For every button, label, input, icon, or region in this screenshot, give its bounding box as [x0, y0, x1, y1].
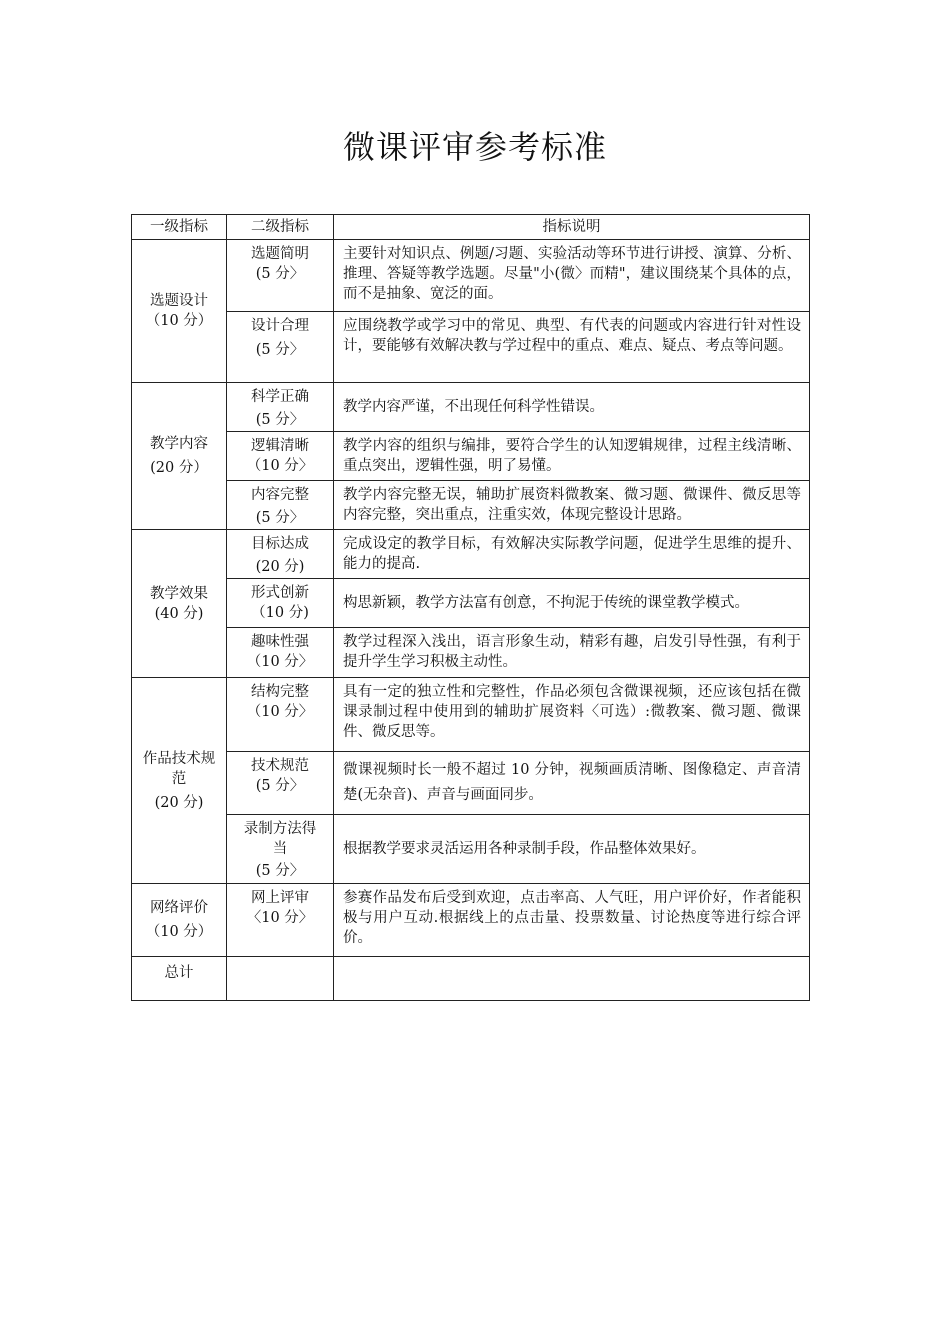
table-row — [132, 530, 810, 579]
total-label: 总计 — [132, 957, 227, 1001]
group-name: 选题设计 — [150, 293, 208, 309]
item-description: 构思新颖，教学方法富有创意，不拘泥于传统的课堂教学模式。 — [334, 579, 810, 628]
header-level1: 一级指标 — [132, 215, 227, 240]
group-cell — [132, 884, 227, 957]
table-row — [132, 432, 810, 481]
group-name: 网络评价 — [150, 900, 208, 916]
item-score: (5 分〉 — [255, 412, 305, 428]
table-row — [132, 579, 810, 628]
item-score: （10 分〉 — [246, 458, 314, 474]
item-name: 科学正确 — [251, 389, 309, 405]
item-name: 网上评审 — [251, 890, 309, 906]
group-name: 作品技术规范 — [142, 750, 216, 787]
item-cell — [227, 752, 334, 815]
group-cell — [132, 530, 227, 678]
group-score: （10 分） — [145, 924, 213, 940]
item-name: 形式创新 — [251, 585, 309, 601]
group-cell — [132, 240, 227, 383]
header-description: 指标说明 — [334, 215, 810, 240]
total-row — [132, 957, 810, 1001]
item-score: (5 分〉 — [255, 266, 305, 282]
item-score: (5 分〉 — [255, 510, 305, 526]
item-name: 技术规范 — [251, 758, 309, 774]
item-score: (5 分〉 — [255, 863, 305, 879]
item-description: 教学内容完整无误，辅助扩展资料微教案、微习题、微课件、微反思等内容完整，突出重点，注重实效，体现完整设计思路。 — [334, 481, 810, 530]
total-score-cell — [227, 957, 334, 1001]
item-cell — [227, 530, 334, 579]
item-score: 〈10 分〉 — [246, 910, 314, 926]
total-description-cell — [334, 957, 810, 1001]
table-row — [132, 884, 810, 957]
item-description: 教学过程深入浅出，语言形象生动，精彩有趣，启发引导性强，有利于提升学生学习积极主动性。 — [334, 628, 810, 678]
item-description: 完成设定的教学目标，有效解决实际教学问题，促进学生思维的提升、能力的提高. — [334, 530, 810, 579]
item-name: 选题简明 — [251, 246, 309, 262]
table-row — [132, 815, 810, 884]
item-description: 教学内容的组织与编排，要符合学生的认知逻辑规律，过程主线清晰、重点突出，逻辑性强，明了易懂。 — [334, 432, 810, 481]
item-description: 根据教学要求灵活运用各种录制手段，作品整体效果好。 — [334, 815, 810, 884]
item-name: 结构完整 — [251, 684, 309, 700]
header-level2: 二级指标 — [227, 215, 334, 240]
table-row — [132, 678, 810, 752]
item-cell — [227, 432, 334, 481]
table-header-row — [132, 215, 810, 240]
item-description: 主要针对知识点、例题/习题、实验活动等环节进行讲授、演算、分析、推理、答疑等教学选题。尽量"小(微〉而精"，建议围绕某个具体的点，而不是抽象、宽泛的面。 — [334, 240, 810, 312]
group-score: （10 分） — [145, 313, 213, 329]
item-name: 内容完整 — [251, 487, 309, 503]
item-score: (5 分〉 — [255, 342, 305, 358]
item-description: 应围绕教学或学习中的常见、典型、有代表的问题或内容进行针对性设计，要能够有效解决教与学过程中的重点、难点、疑点、考点等问题。 — [334, 312, 810, 383]
item-cell — [227, 579, 334, 628]
table-row — [132, 312, 810, 383]
item-score: (20 分) — [255, 559, 305, 575]
item-score: （10 分〉 — [246, 704, 314, 720]
group-name: 教学效果 — [150, 585, 208, 602]
item-description: 参赛作品发布后受到欢迎，点击率高、人气旺，用户评价好，作者能积极与用户互动.根据线上的点击量、投票数量、讨论热度等进行综合评价。 — [334, 884, 810, 957]
item-description: 微课视频时长一般不超过 10 分钟，视频画质清晰、图像稳定、声音清楚(无杂音)、声音与画面同步。 — [334, 752, 810, 815]
item-name: 录制方法得当 — [243, 821, 317, 857]
item-name: 趣味性强 — [251, 634, 309, 650]
item-cell — [227, 383, 334, 432]
item-name: 设计合理 — [251, 318, 309, 334]
item-cell — [227, 884, 334, 957]
item-score: （10 分) — [251, 605, 309, 621]
item-name: 目标达成 — [251, 536, 309, 552]
item-cell — [227, 312, 334, 383]
rubric-table — [131, 214, 810, 1001]
group-cell — [132, 383, 227, 530]
page-title: 微课评审参考标准 — [342, 128, 607, 166]
table-row — [132, 383, 810, 432]
table-row — [132, 481, 810, 530]
item-cell — [227, 481, 334, 530]
item-score: (5 分〉 — [255, 778, 305, 794]
item-cell — [227, 628, 334, 678]
table-row — [132, 240, 810, 312]
group-score: (40 分) — [154, 605, 204, 622]
item-name: 逻辑清晰 — [251, 438, 309, 454]
group-score: (20 分） — [150, 460, 208, 476]
group-name: 教学内容 — [150, 436, 208, 452]
item-description: 具有一定的独立性和完整性，作品必须包含微课视频，还应该包括在微课录制过程中使用到的辅助扩展资料〈可选）:微教案、微习题、微课件、微反思等。 — [334, 678, 810, 752]
table-row — [132, 628, 810, 678]
item-cell — [227, 815, 334, 884]
item-description: 教学内容严谨，不出现任何科学性错误。 — [334, 383, 810, 432]
item-cell — [227, 240, 334, 312]
item-cell — [227, 678, 334, 752]
table-row — [132, 752, 810, 815]
group-cell — [132, 678, 227, 884]
item-score: （10 分〉 — [246, 654, 314, 670]
group-score: (20 分) — [154, 794, 204, 811]
